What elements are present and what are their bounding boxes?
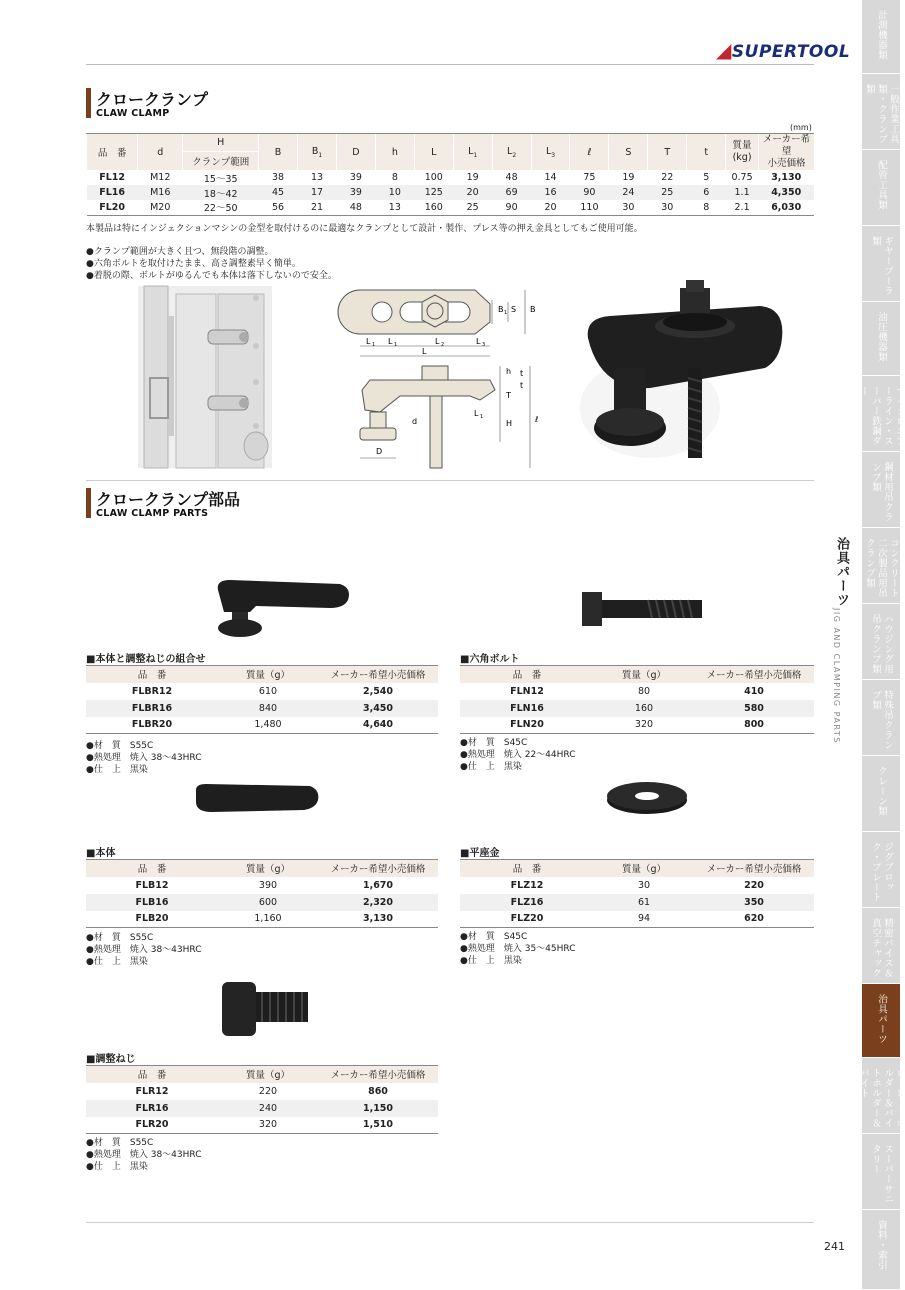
spec-cell: M12 bbox=[150, 172, 171, 183]
tab-label: ローレットホルダー＆バイトホルダー＆バイト bbox=[858, 1068, 905, 1128]
mass-cell: 80 bbox=[637, 685, 651, 697]
col-mass: 質量（g） bbox=[218, 666, 318, 683]
tab-12[interactable] bbox=[862, 832, 900, 908]
model-cell: FLN16 bbox=[460, 700, 594, 717]
flr-table bbox=[86, 1065, 438, 1134]
usage-illustration bbox=[138, 286, 272, 468]
tab-label: クレーン類 bbox=[876, 766, 887, 816]
spec-cell: 90 bbox=[492, 200, 531, 215]
svg-text:1: 1 bbox=[480, 414, 484, 420]
model-cell: FLBR16 bbox=[86, 700, 218, 717]
model-cell: FLZ16 bbox=[460, 894, 594, 911]
svg-text:t: t bbox=[520, 369, 524, 378]
flz-notes: ●材 質 S45C ●熱処理 焼入 35～45HRC ●仕 上 黒染 bbox=[460, 932, 576, 966]
feature-3: ●着脱の際、ボルトがゆるんでも本体は落下しないので安全。 bbox=[86, 271, 337, 281]
table-row bbox=[460, 911, 814, 928]
svg-text:S: S bbox=[511, 305, 517, 314]
svg-text:D: D bbox=[376, 447, 383, 456]
spec-cell: 14 bbox=[544, 172, 557, 183]
col-b: B bbox=[259, 134, 298, 171]
table-row bbox=[460, 683, 814, 700]
model-cell: FLR12 bbox=[135, 1085, 169, 1097]
spec-cell: 21 bbox=[298, 200, 337, 215]
svg-text:H: H bbox=[506, 419, 513, 428]
spec-cell: 13 bbox=[310, 172, 324, 183]
tab-label: 資料・索引 bbox=[876, 1220, 887, 1270]
spec-cell: 8 bbox=[687, 200, 726, 215]
tab-8[interactable] bbox=[862, 528, 900, 604]
section2-subtitle: CLAW CLAMP PARTS bbox=[96, 508, 209, 519]
brand-logo: ◢SUPERTOOL bbox=[716, 38, 851, 62]
mass-cell: 390 bbox=[258, 879, 278, 891]
flb-table bbox=[86, 859, 438, 928]
mass-cell: 240 bbox=[218, 1100, 318, 1117]
feature-1: ●クランプ範囲が大きく且つ、無段階の調整。 bbox=[86, 247, 274, 257]
spec-cell: 38 bbox=[272, 172, 285, 183]
spec-cell: 16 bbox=[531, 185, 570, 200]
spec-cell: 160 bbox=[414, 200, 453, 215]
flb-notes: ●材 質 S55C ●熱処理 焼入 38～43HRC ●仕 上 黒染 bbox=[86, 933, 202, 967]
svg-text:h: h bbox=[506, 367, 512, 376]
product-photo bbox=[570, 278, 790, 468]
col-ell: ℓ bbox=[570, 134, 609, 171]
tab-14[interactable] bbox=[862, 984, 900, 1058]
spec-cell: 20 bbox=[453, 185, 492, 200]
col-hh: h bbox=[375, 134, 414, 171]
price-cell: 2,320 bbox=[318, 894, 438, 911]
spec-cell: 30 bbox=[609, 200, 648, 215]
section-subtitle: CLAW CLAMP bbox=[96, 108, 170, 119]
svg-text:1: 1 bbox=[372, 342, 376, 348]
col-item: 品 番 bbox=[87, 134, 138, 171]
svg-text:B: B bbox=[498, 305, 504, 314]
table-row bbox=[86, 1117, 438, 1134]
spec-cell: 125 bbox=[414, 185, 453, 200]
spec-cell: M20 bbox=[138, 200, 183, 215]
model-cell: FLB16 bbox=[86, 894, 218, 911]
svg-text:ℓ: ℓ bbox=[535, 415, 539, 424]
table-row bbox=[86, 911, 438, 928]
col-l1: $L_1$ bbox=[453, 134, 492, 171]
model-cell: FLZ12 bbox=[510, 879, 544, 891]
spec-cell: 5 bbox=[703, 172, 710, 183]
svg-text:L: L bbox=[366, 337, 371, 346]
section-divider bbox=[86, 480, 814, 481]
col-h-sub: クランプ範囲 bbox=[183, 152, 259, 170]
tab-label: コンクリート二次製品用吊クランプ類 bbox=[864, 538, 899, 598]
tab-9[interactable] bbox=[862, 604, 900, 680]
table-row bbox=[86, 717, 438, 734]
mass-cell: 840 bbox=[218, 700, 318, 717]
mass-cell: 160 bbox=[594, 700, 694, 717]
spec-cell: 4,350 bbox=[758, 185, 814, 200]
col-h: H bbox=[183, 134, 259, 152]
tab-3[interactable] bbox=[862, 150, 900, 226]
tab-17[interactable] bbox=[862, 1210, 900, 1290]
tab-label: マイクロエアーライン・スーパー鉄鋼ダー bbox=[858, 386, 905, 446]
tab-4[interactable] bbox=[862, 226, 900, 302]
price-cell: 860 bbox=[368, 1085, 388, 1097]
spec-cell: 2.1 bbox=[726, 200, 759, 215]
spec-cell: 8 bbox=[391, 172, 398, 183]
mass-cell: 30 bbox=[637, 879, 651, 891]
spec-cell: 24 bbox=[609, 185, 648, 200]
tab-15[interactable] bbox=[858, 1058, 905, 1134]
table-row bbox=[460, 717, 814, 734]
spec-cell: 25 bbox=[648, 185, 687, 200]
flz-title: ■平座金 bbox=[460, 848, 500, 859]
price-cell: 620 bbox=[694, 911, 814, 928]
mass-cell: 610 bbox=[258, 685, 278, 697]
tab-label: ハウジング用吊クランプ類 bbox=[870, 614, 893, 674]
tab-16[interactable] bbox=[862, 1134, 900, 1210]
spec-cell: 19 bbox=[466, 172, 479, 183]
section-marker bbox=[86, 88, 91, 118]
tab-13[interactable] bbox=[862, 908, 900, 984]
price-cell: 580 bbox=[694, 700, 814, 717]
spec-cell: 48 bbox=[505, 172, 518, 183]
col-mass: 質量（g） bbox=[594, 666, 694, 683]
svg-text:L: L bbox=[388, 337, 393, 346]
mass-cell: 320 bbox=[218, 1117, 318, 1134]
col-price: メーカー希望小売価格 bbox=[318, 1066, 438, 1083]
price-cell: 410 bbox=[744, 685, 764, 697]
tab-11[interactable] bbox=[862, 756, 900, 832]
product-note: 本製品は特にインジェクションマシンの金型を取付けるのに最適なクランプとして設計・製作、プレス等の押え金具としてもご使用可能。 bbox=[86, 224, 643, 234]
mass-cell: 220 bbox=[258, 1085, 278, 1097]
tab-7[interactable] bbox=[862, 452, 900, 528]
spec-cell: 45 bbox=[259, 185, 298, 200]
price-cell: 2,540 bbox=[362, 685, 394, 697]
price-cell: 1,510 bbox=[318, 1117, 438, 1134]
tab-label: 一般作業工具類・クランプ類 bbox=[864, 84, 899, 144]
spec-cell: 3,130 bbox=[771, 172, 802, 183]
model-cell: FLZ20 bbox=[460, 911, 594, 928]
model-cell: FLR20 bbox=[86, 1117, 218, 1134]
svg-text:d: d bbox=[412, 417, 418, 426]
col-mass: 質量（g） bbox=[594, 860, 694, 877]
spec-row bbox=[87, 170, 815, 185]
col-b1: $B_1$ bbox=[298, 134, 337, 171]
tab-label: 特殊吊クランプ類 bbox=[870, 690, 893, 750]
spec-row bbox=[87, 185, 815, 200]
col-mass: 質量（g） bbox=[218, 1066, 318, 1083]
price-cell: 800 bbox=[694, 717, 814, 734]
table-row bbox=[460, 700, 814, 717]
model-cell: FLR16 bbox=[86, 1100, 218, 1117]
fln-title: ■六角ボルト bbox=[460, 654, 520, 665]
price-cell: 1,670 bbox=[362, 879, 394, 891]
tab-label: スーパーサニタリー bbox=[870, 1144, 893, 1204]
price-cell: 1,150 bbox=[318, 1100, 438, 1117]
spec-cell: M16 bbox=[138, 185, 183, 200]
mass-cell: 1,480 bbox=[218, 717, 318, 734]
model-cell: FLB20 bbox=[86, 911, 218, 928]
svg-text:2: 2 bbox=[441, 342, 445, 348]
flr-image bbox=[216, 978, 312, 1040]
price-cell: 220 bbox=[744, 879, 764, 891]
section2-marker bbox=[86, 488, 91, 518]
spec-cell: 19 bbox=[622, 172, 635, 183]
section2-title: クロークランプ部品 bbox=[96, 490, 241, 509]
model-cell: FLBR12 bbox=[131, 685, 173, 697]
table-row bbox=[86, 1100, 438, 1117]
col-item: 品 番 bbox=[460, 860, 594, 877]
footer-rule bbox=[86, 1222, 814, 1223]
flbr-image bbox=[210, 576, 352, 640]
spec-cell: 22 bbox=[661, 172, 674, 183]
svg-text:1: 1 bbox=[504, 310, 508, 316]
spec-cell: 100 bbox=[424, 172, 443, 183]
col-price: メーカー希望小売価格 bbox=[694, 666, 814, 683]
flr-notes: ●材 質 S55C ●熱処理 焼入 38～43HRC ●仕 上 黒染 bbox=[86, 1138, 202, 1172]
spec-cell: 17 bbox=[298, 185, 337, 200]
mass-cell: 320 bbox=[594, 717, 694, 734]
model-cell: FL16 bbox=[87, 185, 138, 200]
price-cell: 3,450 bbox=[318, 700, 438, 717]
header-rule bbox=[86, 64, 814, 65]
spec-cell: 15～35 bbox=[203, 173, 238, 185]
spec-cell: 18～42 bbox=[183, 185, 259, 200]
svg-text:L: L bbox=[422, 347, 427, 356]
tab-label: 精密バイス＆真空チャック bbox=[870, 918, 893, 978]
svg-text:L: L bbox=[474, 409, 479, 418]
table-row bbox=[86, 700, 438, 717]
tab-label: 配管工具類 bbox=[876, 160, 887, 210]
spec-cell: 48 bbox=[336, 200, 375, 215]
col-s: S bbox=[609, 134, 648, 171]
mass-cell: 600 bbox=[218, 894, 318, 911]
col-dd: D bbox=[336, 134, 375, 171]
svg-text:B: B bbox=[530, 305, 536, 314]
table-row bbox=[86, 894, 438, 911]
tab-1[interactable] bbox=[862, 0, 900, 74]
table-row bbox=[86, 877, 438, 894]
mass-cell: 94 bbox=[594, 911, 694, 928]
spec-cell: 110 bbox=[570, 200, 609, 215]
side-category-jp: 治具パーツ bbox=[834, 537, 849, 607]
tab-5[interactable] bbox=[862, 302, 900, 376]
col-t-big: T bbox=[648, 134, 687, 171]
spec-table bbox=[86, 133, 814, 216]
col-l: L bbox=[414, 134, 453, 171]
spec-cell: 30 bbox=[648, 200, 687, 215]
col-item: 品 番 bbox=[86, 1066, 218, 1083]
flbr-title: ■本体と調整ねじの組合せ bbox=[86, 654, 206, 665]
svg-text:L: L bbox=[476, 337, 481, 346]
svg-text:L: L bbox=[435, 337, 440, 346]
tab-6[interactable] bbox=[858, 376, 905, 452]
tab-label: 油圧機器類 bbox=[876, 312, 887, 362]
dimension-diagram bbox=[340, 282, 550, 472]
flbr-table bbox=[86, 665, 438, 734]
table-row bbox=[460, 894, 814, 911]
mass-cell: 1,160 bbox=[218, 911, 318, 928]
page-number: 241 bbox=[824, 1240, 845, 1253]
model-cell: FL20 bbox=[87, 200, 138, 215]
col-price: メーカー希望 小売価格 bbox=[758, 134, 814, 171]
spec-cell: 0.75 bbox=[731, 172, 753, 183]
flb-title: ■本体 bbox=[86, 848, 116, 859]
tab-label: 治具パーツ bbox=[876, 994, 887, 1044]
spec-cell: 39 bbox=[336, 185, 375, 200]
model-cell: FLBR20 bbox=[86, 717, 218, 734]
svg-text:3: 3 bbox=[482, 342, 486, 348]
feature-2: ●六角ボルトを取付けたまま、高さ調整素早く簡単。 bbox=[86, 259, 301, 269]
tab-10[interactable] bbox=[862, 680, 900, 756]
spec-cell: 20 bbox=[531, 200, 570, 215]
col-price: メーカー希望小売価格 bbox=[318, 666, 438, 683]
tab-label: ギヤープーラ類 bbox=[870, 236, 893, 296]
col-t: t bbox=[687, 134, 726, 171]
spec-cell: 1.1 bbox=[726, 185, 759, 200]
side-category-en: JIG AND CLAMPING PARTS bbox=[832, 608, 841, 744]
unit-label: (mm) bbox=[790, 123, 812, 132]
col-item: 品 番 bbox=[86, 666, 218, 683]
price-cell: 3,130 bbox=[318, 911, 438, 928]
spec-cell: 75 bbox=[583, 172, 596, 183]
svg-text:1: 1 bbox=[394, 342, 398, 348]
tab-label: ジグブロック・プレート bbox=[870, 842, 893, 902]
table-row bbox=[86, 683, 438, 700]
svg-text:T: T bbox=[506, 391, 511, 400]
col-l3: $L_3$ bbox=[531, 134, 570, 171]
col-item: 品 番 bbox=[460, 666, 594, 683]
spec-cell: 6 bbox=[687, 185, 726, 200]
table-row bbox=[460, 877, 814, 894]
fln-image bbox=[578, 590, 712, 630]
spec-cell: 25 bbox=[453, 200, 492, 215]
section-title: クロークランプ bbox=[96, 90, 209, 109]
table-row bbox=[86, 1083, 438, 1100]
fln-notes: ●材 質 S45C ●熱処理 焼入 22～44HRC ●仕 上 黒染 bbox=[460, 738, 576, 772]
col-price: メーカー希望小売価格 bbox=[318, 860, 438, 877]
flz-image bbox=[604, 778, 690, 816]
spec-cell: 6,030 bbox=[758, 200, 814, 215]
tab-label: 鋼材用吊クランプ類 bbox=[870, 462, 893, 522]
price-cell: 350 bbox=[694, 894, 814, 911]
model-cell: FLB12 bbox=[135, 879, 169, 891]
model-cell: FL12 bbox=[99, 172, 125, 183]
spec-cell: 56 bbox=[259, 200, 298, 215]
col-l2: $L_2$ bbox=[492, 134, 531, 171]
spec-cell: 90 bbox=[570, 185, 609, 200]
spec-cell: 39 bbox=[349, 172, 362, 183]
spec-row bbox=[87, 200, 815, 215]
tab-label: 計測機器類 bbox=[876, 10, 887, 60]
mass-cell: 61 bbox=[594, 894, 694, 911]
fln-table bbox=[460, 665, 814, 734]
spec-cell: 22～50 bbox=[183, 200, 259, 215]
col-mass: 質量（g） bbox=[218, 860, 318, 877]
flr-title: ■調整ねじ bbox=[86, 1054, 136, 1065]
flb-image bbox=[192, 782, 322, 818]
model-cell: FLN12 bbox=[510, 685, 544, 697]
spec-cell: 10 bbox=[375, 185, 414, 200]
svg-text:t: t bbox=[520, 381, 524, 390]
spec-cell: 69 bbox=[492, 185, 531, 200]
col-mass: 質量 (kg) bbox=[726, 134, 759, 171]
flz-table bbox=[460, 859, 814, 928]
col-price: メーカー希望小売価格 bbox=[694, 860, 814, 877]
spec-cell: 13 bbox=[375, 200, 414, 215]
col-d: d bbox=[138, 134, 183, 171]
flbr-notes: ●材 質 S55C ●熱処理 焼入 38～43HRC ●仕 上 黒染 bbox=[86, 741, 202, 775]
model-cell: FLN20 bbox=[460, 717, 594, 734]
price-cell: 4,640 bbox=[318, 717, 438, 734]
tab-2[interactable] bbox=[862, 74, 900, 150]
col-item: 品 番 bbox=[86, 860, 218, 877]
